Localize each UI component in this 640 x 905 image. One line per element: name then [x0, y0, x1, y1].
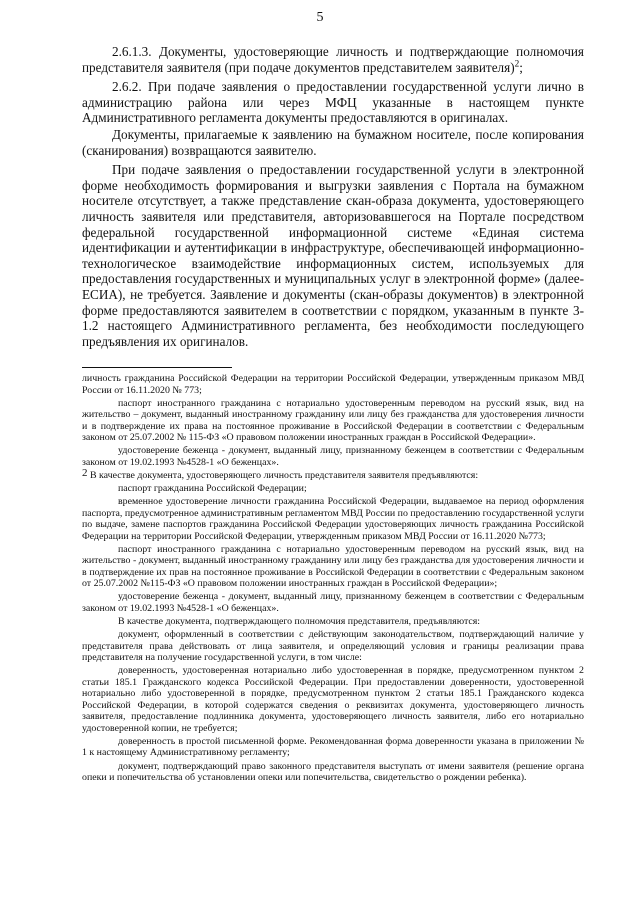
paragraph-2-6-1-3	[82, 44, 584, 75]
paragraph-2-6-2: 2.6.2. При подаче заявления о предоставлении государственной услуги лично в администрацию района или через МФЦ указанные в настоящем пункте Административного регламента документы предоставляются в оригиналах.	[82, 79, 584, 126]
footnote-text: В качестве документа, удостоверяющего личность представителя заявителя предъявляются:	[89, 469, 479, 481]
footnote-line: документ, оформленный в соответствии с действующим законодательством, подтверждающий наличие у представителя права действовать от лица заявителя, и определяющий условия и границы реализации права представителя на получение государственной услуги, в том числе:	[82, 628, 584, 664]
footnote-line: паспорт иностранного гражданина с нотариально удостоверенным переводом на русский язык, вид на жительство – документ, выданный иностранному гражданину или лицу без гражданства для удостоверения личности и в подтверждение их права на постоянное проживание в Российской Федерации в соответствии с Федеральным законом от 25.07.2002 № 115-ФЗ «О правовом положении иностранных граждан в Российской Федерации».	[82, 397, 584, 444]
footnote-line: документ, подтверждающий право законного представителя выступать от имени заявителя (решение органа опеки и попечительства об установлении опеки или попечительства, свидетельство о рождении ребенка).	[82, 760, 584, 784]
paragraph-documents-returned: Документы, прилагаемые к заявлению на бумажном носителе, после копирования (сканирования) возвращаются заявителю.	[82, 126, 584, 158]
footnote-number: 2	[82, 466, 88, 479]
footnotes	[82, 373, 584, 785]
footnote-line: удостоверение беженца - документ, выданный лицу, признанному беженцем в соответствии с Федеральным законом от 19.02.1993 №4528-1 «О беженцах».	[82, 445, 584, 468]
paragraph-tail: ;	[519, 59, 523, 75]
footnote-line: личность гражданина Российской Федерации на территории Российской Федерации, утвержденным приказом МВД России от 16.11.2020 № 773;	[82, 373, 584, 396]
footnote-line: доверенность в простой письменной форме. Рекомендованная форма доверенности указана в приложении № 1 к настоящему Административному регламенту;	[82, 735, 584, 759]
footnote-line: паспорт гражданина Российской Федерации;	[118, 482, 307, 494]
footnote-separator	[82, 367, 232, 368]
page-number: 5	[316, 10, 324, 25]
footnote-2-heading	[82, 466, 584, 482]
document-body	[82, 44, 584, 353]
paragraph-text: 2.6.1.3. Документы, удостоверяющие личность и подтверждающие полномочия представителя заявителя (при подаче документов представителем заявителя)	[82, 44, 584, 75]
footnote-line: временное удостоверение личности гражданина Российской Федерации, выдаваемое на период оформления паспорта, предусмотренное административным регламентом МВД России по предоставлению государственной услуги по выдаче, замене паспортов гражданина Российской Федерации удостоверяющих личность гражданина Российской Федерации на территории Российской Федерации, утвержденным приказом МВД России от 16.11.2020 №773;	[82, 495, 584, 542]
footnote-reference: 2	[514, 58, 520, 69]
footnote-line: удостоверение беженца - документ, выданный лицу, признанному беженцем в соответствии с Федеральным законом от 19.02.1993 №4528-1 «О беженцах».	[82, 591, 584, 614]
footnote-line: В качестве документа, подтверждающего полномочия представителя, предъявляются:	[118, 615, 481, 627]
paragraph-electronic-submission: При подаче заявления о предоставлении государственной услуги в электронной форме необходимость формирования и выгрузки заявления с Портала на бумажном носителе отсутствует, а также представление скан-образа документа, удостоверяющего личность заявителя или представителя, авторизовавшегося на Портале посредством федеральной государственной информационной системе «Единая система идентификации и аутентификации в инфраструктуре, обеспечивающей информационно-технологическое взаимодействие информационных систем, используемых для предоставления государственных и муниципальных услуг в электронной форме» (далее-ЕСИА), не требуется. Заявление и документы (скан-образы документов) в электронной форме предоставляются заявителем в соответствии с порядком, указанным в пункте 3-1.2 настоящего Административного регламента, без необходимости последующего предъявления их оригиналов.	[82, 162, 584, 349]
footnote-line: паспорт иностранного гражданина с нотариально удостоверенным переводом на русский язык, вид на жительство - документ, выданный иностранному гражданину или лицу без гражданства для удостоверения личности и в подтверждение их прав на постоянное проживание в Российской Федерации в соответствии с Федеральным законом от 25.07.2002 №115-ФЗ «О правовом положении иностранных граждан в Российской Федерации»;	[82, 543, 584, 590]
footnote-line: доверенность, удостоверенная нотариально либо удостоверенная в порядке, предусмотренном пунктом 2 статьи 185.1 Гражданского кодекса Российской Федерации. При предоставлении доверенности, удостоверенной нотариально либо удостоверенной в порядке, предусмотренном пунктом 2 статьи 185.1 Гражданского кодекса Российской Федерации, в которой содержатся сведения о реквизитах документа, удостоверяющего личность заявителя, предоставление подлинника документа, удостоверяющего личность заявителя, либо его нотариально удостоверенной копии, не требуется;	[82, 665, 584, 734]
